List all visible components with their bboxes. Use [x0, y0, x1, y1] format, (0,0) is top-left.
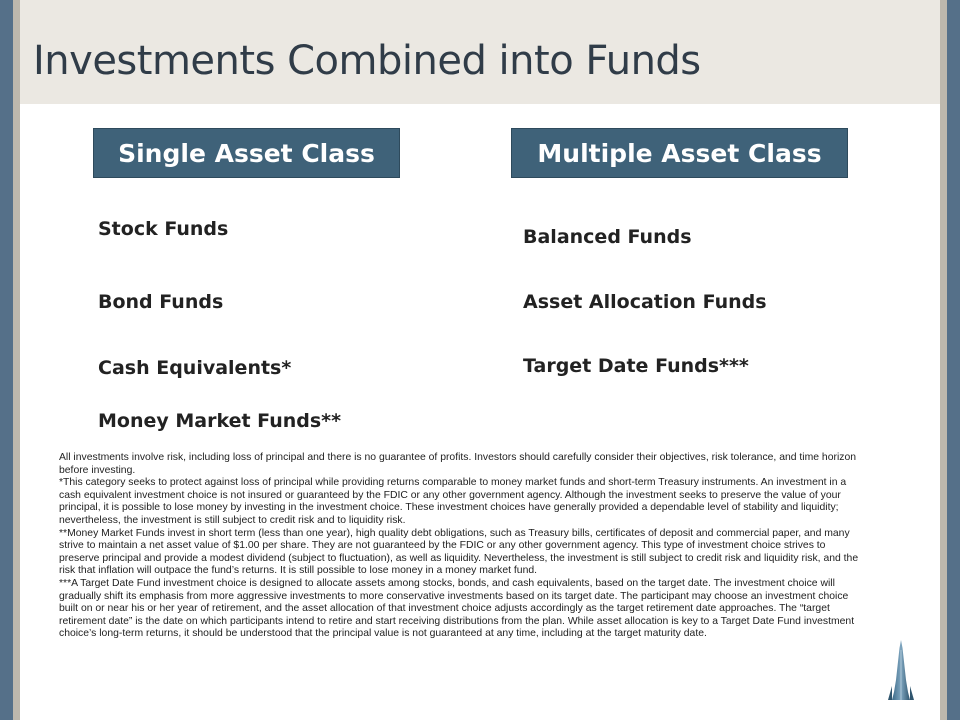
- fund-item-cash-equivalents: Cash Equivalents*: [98, 357, 292, 379]
- frame-left-border: [0, 0, 13, 720]
- frame-left-accent: [13, 0, 20, 720]
- multiple-asset-class-header: Multiple Asset Class: [511, 128, 848, 178]
- disclaimer-cash-equivalents: *This category seeks to protect against loss of principal while providing returns comparable to money market funds and short-term Treasury instruments. An investment in a cash equivalent investment choice is not insured or guaranteed by the FDIC or any other government agency. Although the investment seeks to preserve the value of your principal, it is possible to lose money by investing in the investment choice. These investment choices have generally provided a dependable level of stability and liquidity; nevertheless, the investment is still subject to credit risk and to liquidity risk.: [59, 477, 847, 526]
- disclaimer-general: All investments involve risk, including loss of principal and there is no guarantee of profits. Investors should carefully consider their objectives, risk tolerance, and time horizon before investing.: [59, 452, 857, 476]
- pyramid-tower-logo-icon: [888, 640, 914, 700]
- fund-item-bond: Bond Funds: [98, 291, 224, 313]
- frame-right-border: [947, 0, 960, 720]
- disclaimer-target-date: ***A Target Date Fund investment choice is designed to allocate assets among stocks, bonds, and cash equivalents, based on the target date. The investment choice will gradually shift its emphasis from more aggressive investments to more conservative investments based on its target date. The participant may choose an investment choice built on or near his or her year of retirement, and the asset allocation of that investment choice adjusts accordingly as the target retirement date approaches. The “target retirement date” is the date on which participants intend to retire and start receiving distributions from the plan. While asset allocation is key to a Target Date Fund investment choice’s long-term returns, it should be understood that the principal value is not guaranteed at any time, including at the target maturity date.: [59, 577, 855, 640]
- fund-item-asset-allocation: Asset Allocation Funds: [523, 291, 767, 313]
- slide-title: Investments Combined into Funds: [33, 38, 701, 84]
- disclaimer-money-market: **Money Market Funds invest in short term (less than one year), high quality debt obligations, such as Treasury bills, certificates of deposit and commercial paper, and many strive to maintain a net asset value of $1.00 per share. They are not guaranteed by the FDIC or any other government agency. This type of investment choice strives to preserve principal and provide a modest dividend (subject to fluctuation), as well as liquidity. Nevertheless, the investment is still subject to credit risk and liquidity risk, and the risk that inflation will outpace the fund’s returns. It is still possible to lose money in a money market fund.: [59, 527, 859, 577]
- fund-item-balanced: Balanced Funds: [523, 226, 692, 248]
- disclaimer-text: [59, 452, 859, 641]
- frame-right-accent: [940, 0, 947, 720]
- single-asset-class-header: Single Asset Class: [93, 128, 400, 178]
- fund-item-target-date: Target Date Funds***: [523, 355, 749, 377]
- title-band: [20, 0, 940, 104]
- fund-item-stock: Stock Funds: [98, 218, 229, 240]
- slide: [20, 0, 940, 720]
- fund-item-money-market: Money Market Funds**: [98, 410, 342, 432]
